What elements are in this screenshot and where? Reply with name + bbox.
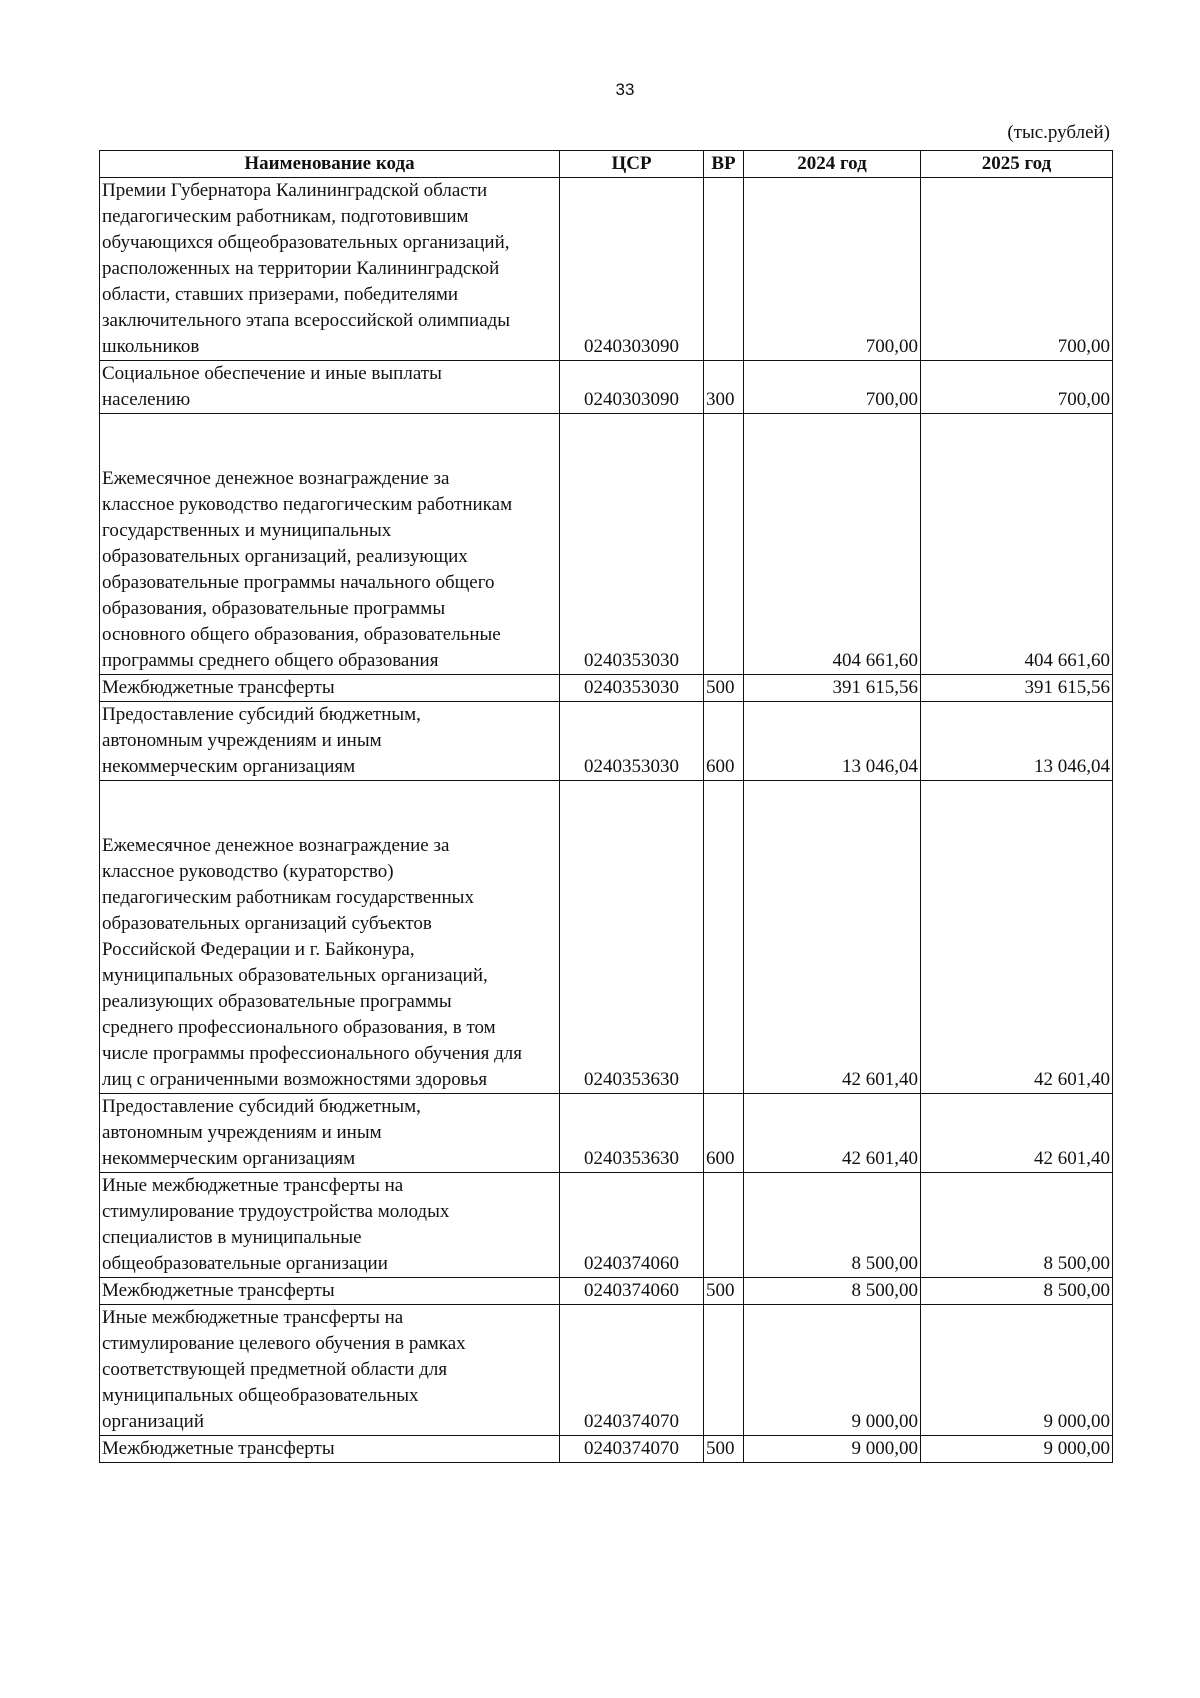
row-2025: 9 000,00 (921, 1436, 1113, 1463)
row-2025: 700,00 (921, 178, 1113, 361)
row-csr: 0240303090 (560, 178, 704, 361)
row-csr: 0240303090 (560, 361, 704, 414)
table-row (100, 361, 1113, 414)
row-2024: 8 500,00 (744, 1278, 921, 1305)
row-2024: 9 000,00 (744, 1305, 921, 1436)
row-2024: 404 661,60 (744, 414, 921, 675)
row-vr: 600 (704, 1094, 744, 1173)
row-csr: 0240353630 (560, 1094, 704, 1173)
row-2025: 8 500,00 (921, 1173, 1113, 1278)
header-csr: ЦСР (560, 151, 704, 178)
row-vr: 500 (704, 675, 744, 702)
table-header (100, 151, 1113, 178)
table-row (100, 1436, 1113, 1463)
row-2024: 8 500,00 (744, 1173, 921, 1278)
table-row (100, 702, 1113, 781)
row-name: Межбюджетные трансферты (100, 1436, 560, 1463)
row-name: Иные межбюджетные трансферты на стимулирование целевого обучения в рамках соответствующей предметной области для муниципальных общеобразовательных организаций (100, 1305, 560, 1436)
table-row (100, 1173, 1113, 1278)
row-csr: 0240374060 (560, 1173, 704, 1278)
page-number: 33 (615, 80, 635, 99)
table-row (100, 1094, 1113, 1173)
table-row (100, 675, 1113, 702)
header-row (100, 151, 1113, 178)
row-csr: 0240374070 (560, 1436, 704, 1463)
header-name: Наименование кода (100, 151, 560, 178)
row-2025: 42 601,40 (921, 781, 1113, 1094)
row-csr: 0240353030 (560, 414, 704, 675)
row-name: Ежемесячное денежное вознаграждение за классное руководство (кураторство) педагогическим работникам государственных образовательных организаций субъектов Российской Федерации и г. Байконура, муниципальных образовательных организаций, реализующих образовательные программы среднего профессионального образования, в том числе программы профессионального обучения для лиц с ограниченными возможностями здоровья (100, 781, 560, 1094)
row-2024: 391 615,56 (744, 675, 921, 702)
budget-table (99, 150, 1113, 1463)
row-name: Межбюджетные трансферты (100, 1278, 560, 1305)
row-2024: 700,00 (744, 178, 921, 361)
table-row (100, 1305, 1113, 1436)
row-vr (704, 781, 744, 1094)
table-row (100, 178, 1113, 361)
units-label: (тыс.рублей) (1007, 122, 1110, 143)
table-body (100, 178, 1113, 1463)
table-row (100, 1278, 1113, 1305)
row-2024: 42 601,40 (744, 781, 921, 1094)
row-2024: 13 046,04 (744, 702, 921, 781)
row-name: Иные межбюджетные трансферты на стимулирование трудоустройства молодых специалистов в муниципальные общеобразовательные организации (100, 1173, 560, 1278)
row-csr: 0240353630 (560, 781, 704, 1094)
row-csr: 0240374060 (560, 1278, 704, 1305)
row-2025: 9 000,00 (921, 1305, 1113, 1436)
row-vr (704, 178, 744, 361)
row-2025: 42 601,40 (921, 1094, 1113, 1173)
row-2024: 700,00 (744, 361, 921, 414)
row-vr: 500 (704, 1436, 744, 1463)
row-vr (704, 1173, 744, 1278)
row-vr: 300 (704, 361, 744, 414)
row-csr: 0240353030 (560, 675, 704, 702)
table-row (100, 781, 1113, 1094)
row-2025: 404 661,60 (921, 414, 1113, 675)
row-name: Социальное обеспечение и иные выплаты населению (100, 361, 560, 414)
row-2025: 13 046,04 (921, 702, 1113, 781)
row-2024: 9 000,00 (744, 1436, 921, 1463)
row-name: Предоставление субсидий бюджетным, автономным учреждениям и иным некоммерческим организациям (100, 702, 560, 781)
row-vr (704, 414, 744, 675)
header-vr: ВР (704, 151, 744, 178)
row-csr: 0240353030 (560, 702, 704, 781)
row-2025: 700,00 (921, 361, 1113, 414)
row-2025: 8 500,00 (921, 1278, 1113, 1305)
row-name: Предоставление субсидий бюджетным, автономным учреждениям и иным некоммерческим организациям (100, 1094, 560, 1173)
header-2025: 2025 год (921, 151, 1113, 178)
row-name: Ежемесячное денежное вознаграждение за классное руководство педагогическим работникам государственных и муниципальных образовательных организаций, реализующих образовательные программы начального общего образования, образовательные программы основного общего образования, образовательные программы среднего общего образования (100, 414, 560, 675)
table-row (100, 414, 1113, 675)
row-2024: 42 601,40 (744, 1094, 921, 1173)
row-vr (704, 1305, 744, 1436)
row-name: Премии Губернатора Калининградской области педагогическим работникам, подготовившим обучающихся общеобразовательных организаций, расположенных на территории Калининградской области, ставших призерами, победителями заключительного этапа всероссийской олимпиады школьников (100, 178, 560, 361)
row-2025: 391 615,56 (921, 675, 1113, 702)
row-csr: 0240374070 (560, 1305, 704, 1436)
header-2024: 2024 год (744, 151, 921, 178)
row-vr: 600 (704, 702, 744, 781)
row-vr: 500 (704, 1278, 744, 1305)
row-name: Межбюджетные трансферты (100, 675, 560, 702)
